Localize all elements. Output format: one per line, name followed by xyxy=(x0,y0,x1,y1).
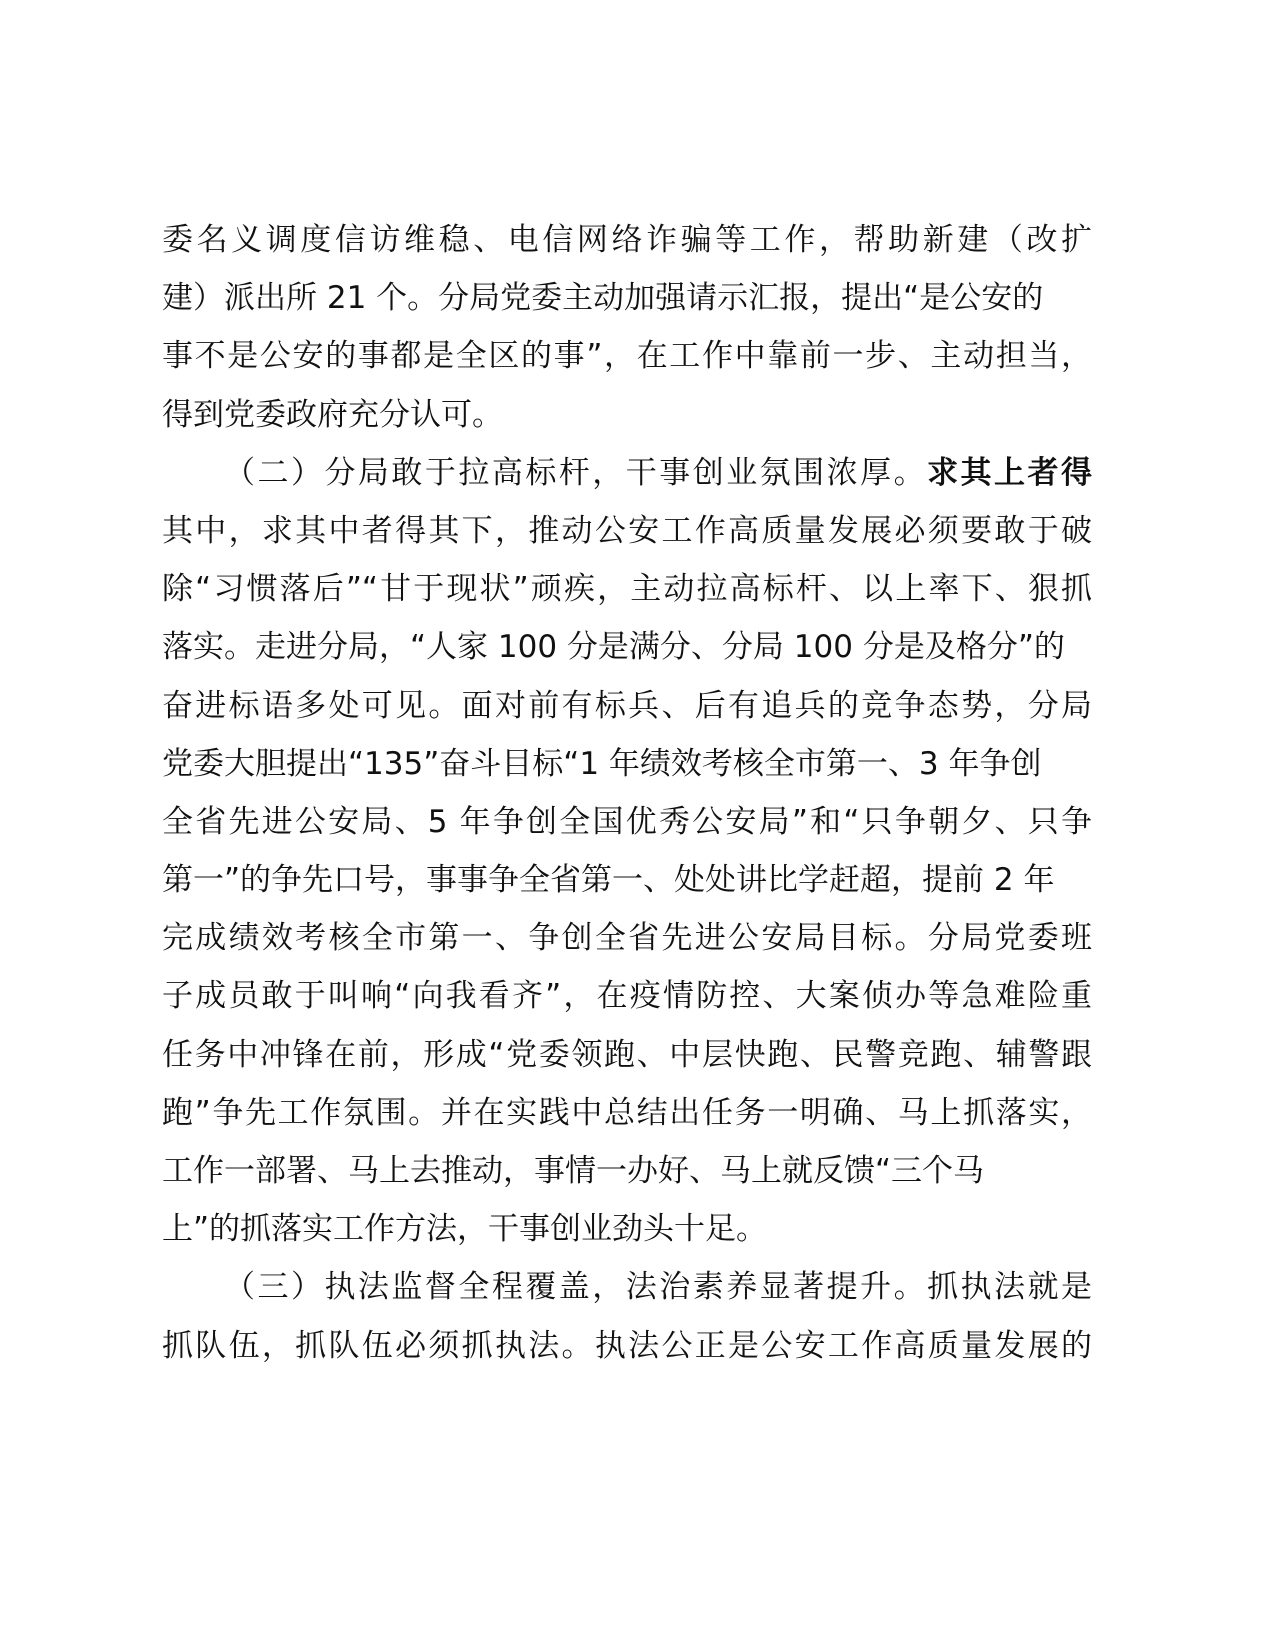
text-line: 除“习惯落后”“甘于现状”顽疾，主动拉高标杆、以上率下、狠抓 xyxy=(162,571,1092,608)
text-line: 其中，求其中者得其下，推动公安工作高质量发展必须要敢于破 xyxy=(162,512,1092,549)
text-line: 跑”争先工作氛围。并在实践中总结出任务一明确、马上抓落实， xyxy=(162,1094,1092,1131)
text-line: 子成员敢于叫响“向我看齐”，在疫情防控、大案侦办等急难险重 xyxy=(162,978,1092,1015)
section-heading-line xyxy=(162,444,1092,502)
text-line: 事不是公安的事都是全区的事”，在工作中靠前一步、主动担当， xyxy=(162,338,1092,375)
document-body xyxy=(162,211,1092,1375)
section-heading-two: （二）分局敢于拉高标杆，干事创业氛围浓厚。 xyxy=(224,454,928,491)
text-line: 上”的抓落实工作方法，干事创业劲头十足。 xyxy=(162,1211,768,1248)
text-line: 得到党委政府充分认可。 xyxy=(162,396,503,433)
text-line: 第一”的争先口号，事事争全省第一、处处讲比学赶超，提前 2 年 xyxy=(162,862,1055,899)
text-line: 建）派出所 21 个。分局党委主动加强请示汇报，提出“是公安的 xyxy=(162,280,1044,317)
text-line: 奋进标语多处可见。面对前有标兵、后有追兵的竞争态势，分局 xyxy=(162,687,1092,724)
text-line: 落实。走进分局，“人家 100 分是满分、分局 100 分是及格分”的 xyxy=(162,629,1065,666)
text-line: 任务中冲锋在前，形成“党委领跑、中层快跑、民警竞跑、辅警跟 xyxy=(162,1036,1092,1073)
text-line: 委名义调度信访维稳、电信网络诈骗等工作，帮助新建（改扩 xyxy=(162,222,1092,258)
bold-lead-sentence: 求其上者得 xyxy=(927,454,1092,491)
text-line: 完成绩效考核全市第一、争创全省先进公安局目标。分局党委班 xyxy=(162,920,1092,957)
section-heading-three: （三）执法监督全程覆盖，法治素养显著提升。抓执法就是 xyxy=(224,1269,1092,1306)
text-line: 工作一部署、马上去推动，事情一办好、马上就反馈“三个马 xyxy=(162,1153,985,1189)
text-line: 党委大胆提出“135”奋斗目标“1 年绩效考核全市第一、3 年争创 xyxy=(162,745,1042,782)
text-line: 抓队伍，抓队伍必须抓执法。执法公正是公安工作高质量发展的 xyxy=(162,1327,1092,1364)
text-line: 全省先进公安局、5 年争创全国优秀公安局”和“只争朝夕、只争 xyxy=(162,803,1092,840)
